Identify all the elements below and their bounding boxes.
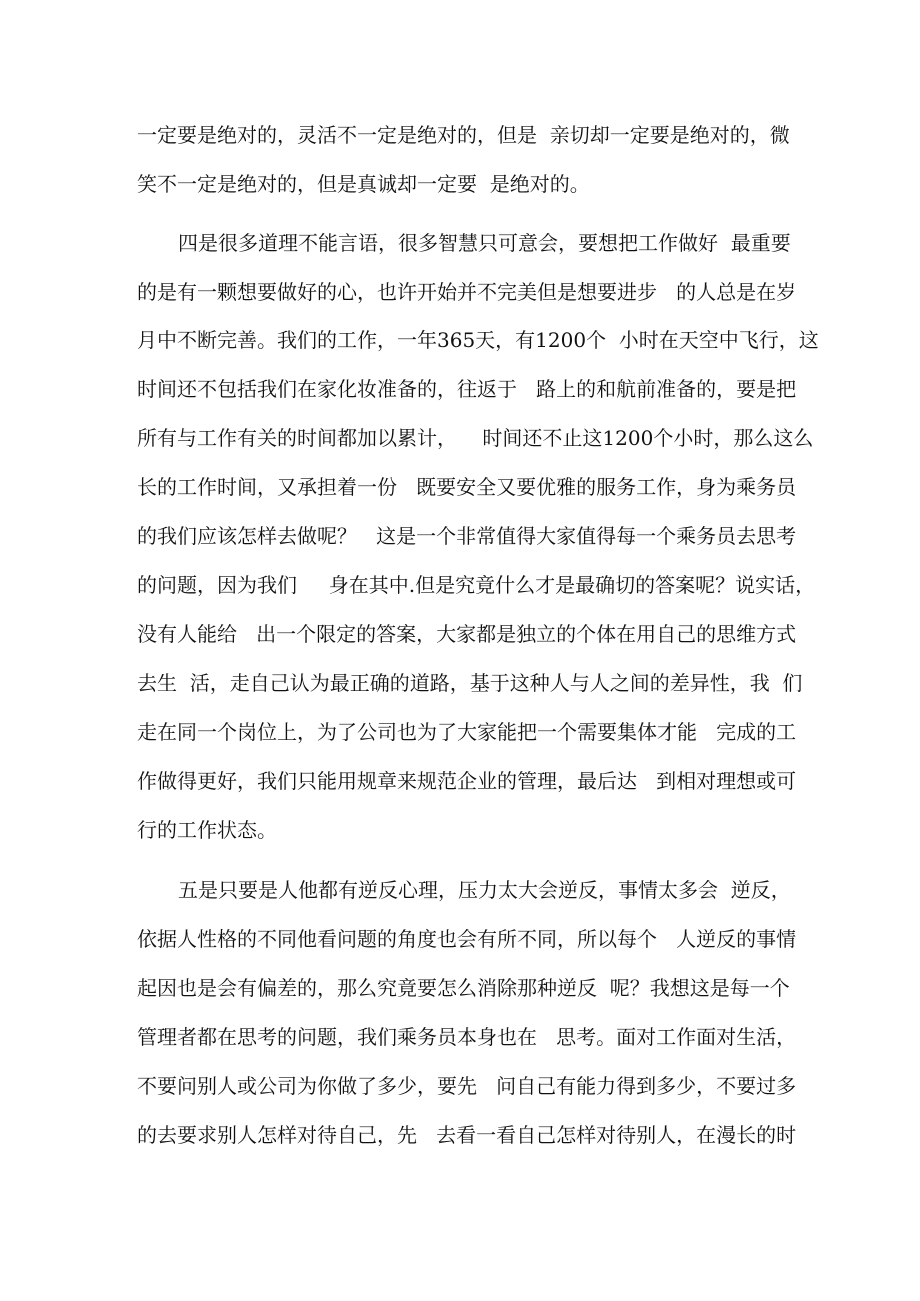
paragraph-line: 月中不断完善。我们的工作，一年365天，有1200个 小时在天空中飞行，这: [137, 328, 819, 352]
paragraph-line: 不要问别人或公司为你做了多少，要先 问自己有能力得到多少，不要过多: [137, 1074, 797, 1098]
paragraph-line: 作做得更好，我们只能用规章来规范企业的管理，最后达 到相对理想或可: [137, 769, 797, 793]
paragraph-line: 的我们应该怎样去做呢？ 这是一个非常值得大家值得每一个乘务员去思考: [137, 524, 797, 548]
paragraph-line: 管理者都在思考的问题，我们乘务员本身也在 思考。面对工作面对生活，: [137, 1025, 797, 1049]
paragraph-line: 长的工作时间，又承担着一份 既要安全又要优雅的服务工作，身为乘务员: [137, 475, 797, 499]
paragraph-line: 所有与工作有关的时间都加以累计， 时间还不止这1200个小时，那么这么: [137, 426, 814, 450]
paragraph-line: 的去要求别人怎样对待自己，先 去看一看自己怎样对待别人，在漫长的时: [137, 1123, 797, 1147]
paragraph-line: 五是只要是人他都有逆反心理，压力太大会逆反，事情太多会 逆反，: [178, 878, 791, 902]
paragraph-line: 去生 活，走自己认为最正确的道路，基于这种人与人之间的差异性，我 们: [137, 671, 803, 695]
paragraph-line: 走在同一个岗位上，为了公司也为了大家能把一个需要集体才能 完成的工: [137, 720, 797, 744]
paragraph-line: 时间还不包括我们在家化妆准备的，往返于 路上的和航前准备的，要是把: [137, 377, 797, 401]
paragraph-line: 四是很多道理不能言语，很多智慧只可意会，要想把工作做好 最重要: [178, 231, 791, 255]
paragraph-line: 起因也是会有偏差的，那么究竟要怎么消除那种逆反 呢？我想这是每一个: [137, 976, 790, 1000]
paragraph-line: 行的工作状态。: [137, 818, 277, 842]
paragraph-line: 依据人性格的不同他看问题的角度也会有所不同，所以每个 人逆反的事情: [137, 927, 797, 951]
paragraph-line: 一定要是绝对的，灵活不一定是绝对的，但是 亲切却一定要是绝对的，微: [137, 123, 790, 147]
paragraph-line: 没有人能给 出一个限定的答案，大家都是独立的个体在用自己的思维方式: [137, 622, 797, 646]
paragraph-line: 的问题，因为我们 身在其中.但是究竟什么才是最确切的答案呢？说实话，: [137, 573, 816, 597]
paragraph-line: 笑不一定是绝对的，但是真诚却一定要 是绝对的。: [137, 172, 590, 196]
paragraph-line: 的是有一颗想要做好的心，也许开始并不完美但是想要进步 的人总是在岁: [137, 280, 797, 304]
